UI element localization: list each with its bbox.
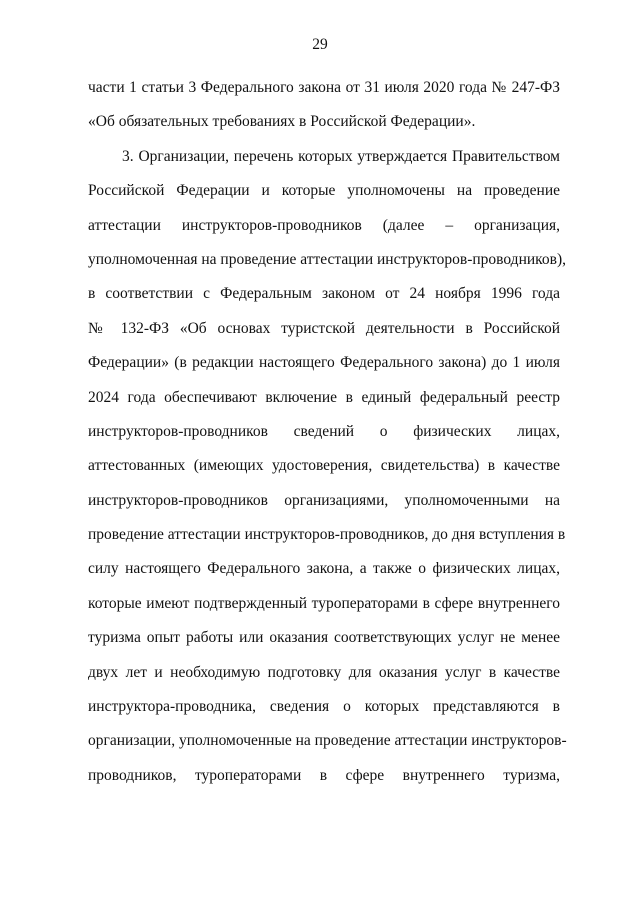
- text-line: инструкторов-проводников организациями, уполномоченными на: [88, 491, 560, 509]
- paragraph-first-line: 3. Организации, перечень которых утверждается Правительством: [122, 147, 560, 165]
- text-line: в соответствии с Федеральным законом от 24 ноября 1996 года: [88, 285, 560, 303]
- text-line: инструкторов-проводников сведений о физических лицах,: [88, 422, 560, 440]
- text-line: проводников, туроператорами в сфере внутреннего туризма,: [88, 766, 560, 784]
- text-line: уполномоченная на проведение аттестации инструкторов-проводников),: [88, 250, 567, 268]
- text-line: двух лет и необходимую подготовку для оказания услуг в качестве: [88, 663, 560, 681]
- text-line: № 132-ФЗ «Об основах туристской деятельности в Российской: [88, 319, 560, 337]
- text-line: «Об обязательных требованиях в Российской Федерации».: [88, 113, 476, 131]
- text-line: которые имеют подтвержденный туроператорами в сфере внутреннего: [88, 594, 560, 612]
- text-line: силу настоящего Федерального закона, а также о физических лицах,: [88, 560, 560, 578]
- text-line: аттестованных (имеющих удостоверения, свидетельства) в качестве: [88, 457, 560, 475]
- text-line: аттестации инструкторов-проводников (далее – организация,: [88, 216, 560, 234]
- page-number: 29: [312, 36, 328, 53]
- text-line: инструктора-проводника, сведения о которых представляются в: [88, 698, 560, 716]
- body-text: [88, 73, 567, 795]
- text-line: проведение аттестации инструкторов-проводников, до дня вступления в: [88, 526, 566, 544]
- text-line: части 1 статьи 3 Федерального закона от 31 июля 2020 года № 247-ФЗ: [88, 79, 560, 96]
- text-line: туризма опыт работы или оказания соответствующих услуг не менее: [88, 629, 560, 647]
- text-line: организации, уполномоченные на проведение аттестации инструкторов-: [88, 732, 567, 750]
- text-line: Российской Федерации и которые уполномочены на проведение: [88, 182, 560, 200]
- text-line: 2024 года обеспечивают включение в единый федеральный реестр: [88, 388, 560, 406]
- text-line: Федерации» (в редакции настоящего Федерального закона) до 1 июля: [88, 354, 560, 372]
